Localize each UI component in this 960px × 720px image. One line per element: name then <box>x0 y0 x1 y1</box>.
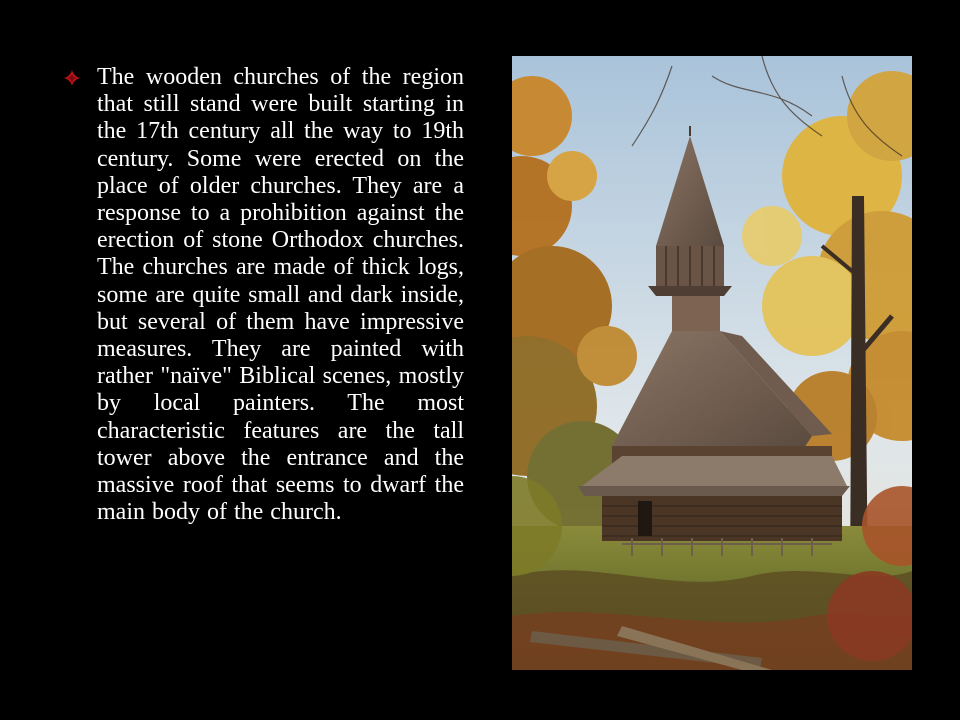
church-photo <box>512 56 912 670</box>
body-text: The wooden churches of the region that still stand were built starting in the 17th century all the way to 19th century. Some were erected on the place of older churches. They are a response to a prohibition against the erection of stone Orthodox churches. The churches are made of thick logs, some are quite small and dark inside, but several of them have impressive measures. They are painted with rather "naïve" Biblical scenes, mostly by local painters. The most characteristic features are the tall tower above the entrance and the massive roof that seems to dwarf the main body of the church. <box>97 64 464 526</box>
diamond-bullet-icon <box>64 70 80 86</box>
bullet-paragraph <box>64 64 464 526</box>
